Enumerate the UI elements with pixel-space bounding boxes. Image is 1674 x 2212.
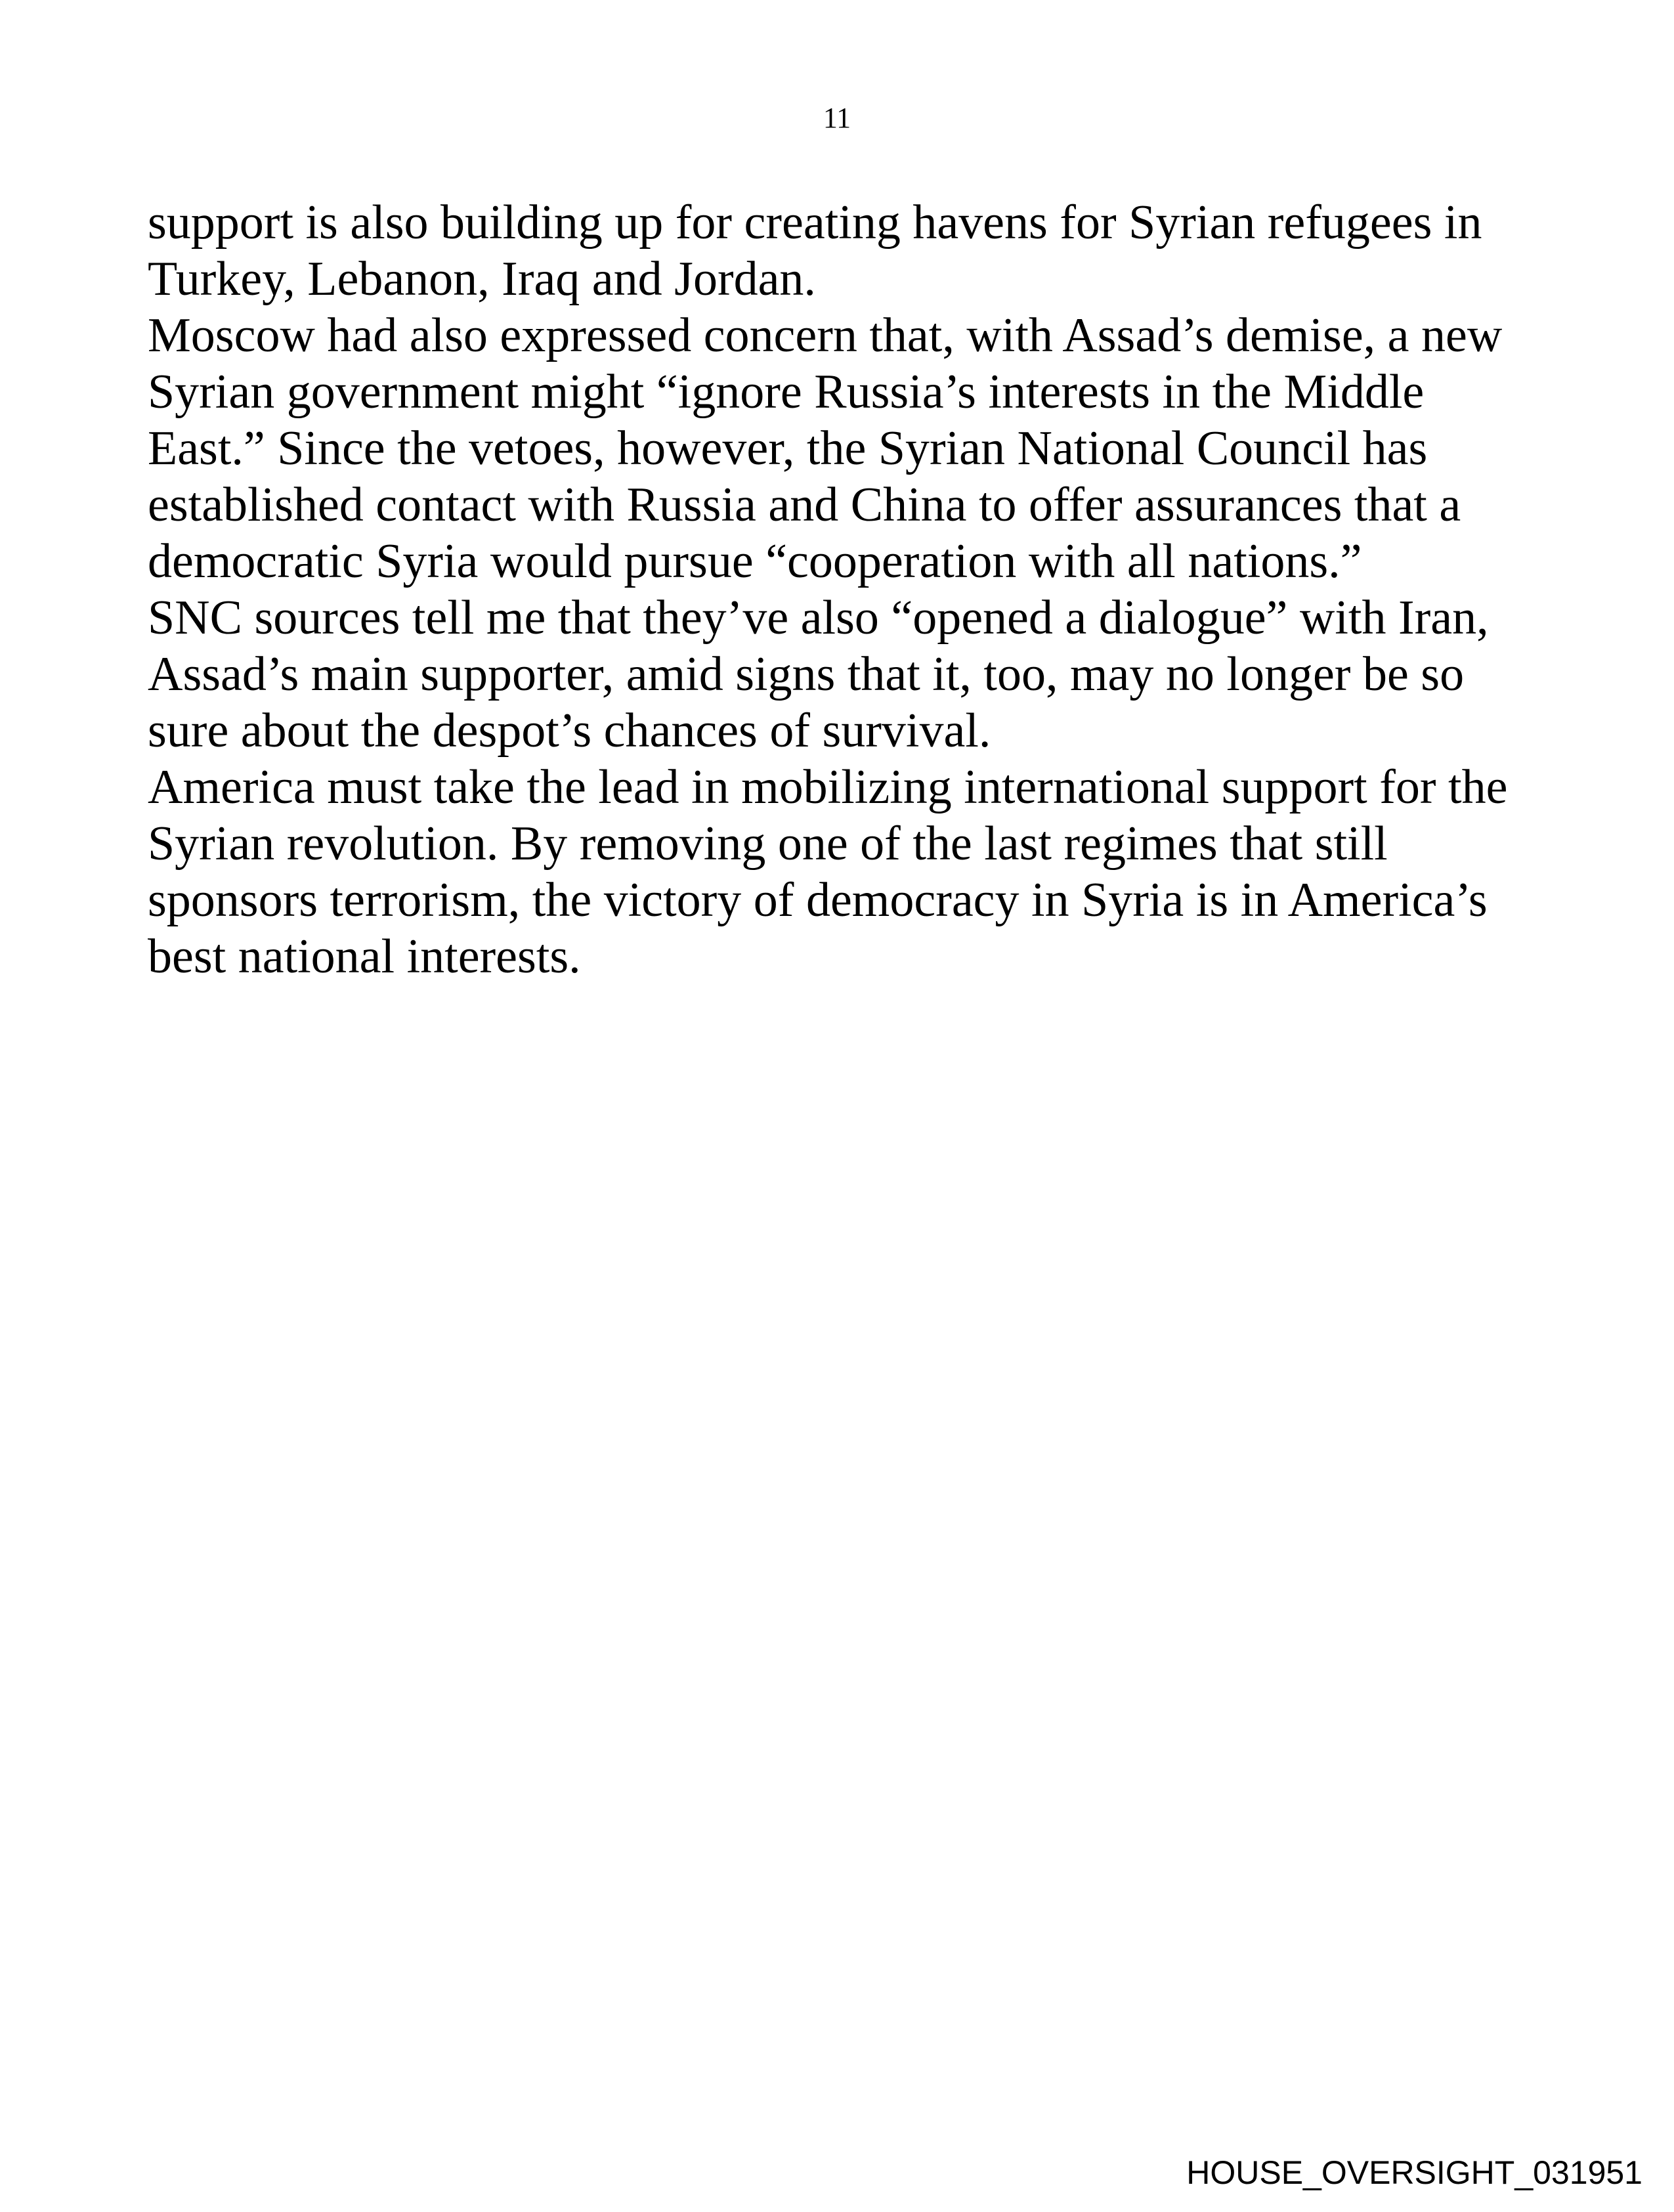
document-id-footer: HOUSE_OVERSIGHT_031951: [1186, 2154, 1642, 2191]
page-number: 11: [823, 102, 851, 134]
text-line: sure about the despot’s chances of survival.: [148, 704, 991, 758]
text-line: sponsors terrorism, the victory of democracy in Syria is in America’s: [148, 873, 1488, 927]
text-line: America must take the lead in mobilizing international support for the: [148, 760, 1508, 814]
text-line: Moscow had also expressed concern that, with Assad’s demise, a new: [148, 309, 1503, 362]
text-line: established contact with Russia and China to offer assurances that a: [148, 478, 1461, 532]
text-line: SNC sources tell me that they’ve also “opened a dialogue” with Iran,: [148, 591, 1489, 645]
text-line: support is also building up for creating havens for Syrian refugees in: [148, 196, 1482, 249]
text-line: Assad’s main supporter, amid signs that it, too, may no longer be so: [148, 647, 1465, 701]
text-line: East.” Since the vetoes, however, the Syrian National Council has: [148, 422, 1428, 475]
text-line: democratic Syria would pursue “cooperation with all nations.”: [148, 534, 1362, 588]
text-line: Turkey, Lebanon, Iraq and Jordan.: [148, 252, 816, 306]
body-text: [148, 194, 1539, 985]
text-line: Syrian revolution. By removing one of the last regimes that still: [148, 817, 1388, 871]
text-line: Syrian government might “ignore Russia’s interests in the Middle: [148, 365, 1425, 419]
text-line: best national interests.: [148, 930, 581, 984]
